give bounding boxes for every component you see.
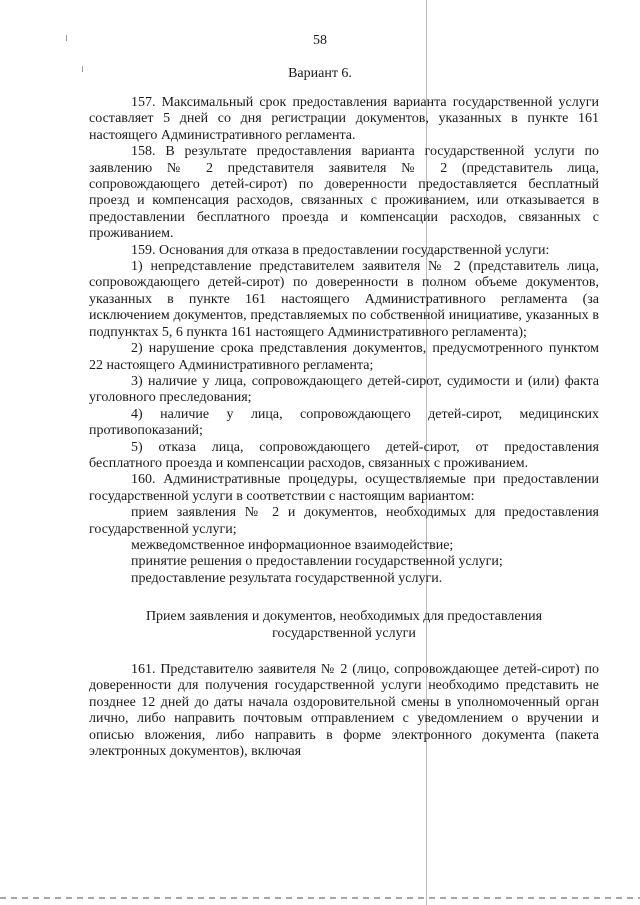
paragraph-159: 159. Основания для отказа в предоставлении государственной услуги: [131,242,550,258]
paragraph-161: 161. Представителю заявителя № 2 (лицо, сопровождающее детей-сирот) по доверенности для получения государственной услуги необходимо представить не позднее 12 дней до даты начала оздоровительной смены в уполномоченный орган лично, либо направить почтовым отправлением с уведомлением о вручении и описью вложения, либо направить в форме электронного документа (пакета электронных документов), включая [89,662,599,760]
section-heading: Прием заявления и документов, необходимых для предоставления государственной услуги [145,609,543,641]
paragraph-158: 158. В результате предоставления варианта государственной услуги по заявлению № 2 представителя заявителя № 2 (представитель лица, сопровождающего детей-сирот) по доверенности предоставляется бесплатный проезд и компенсация расходов, связанных с проживанием, или отказывается в предоставлении бесплатного проезда и компенсации расходов, связанных с проживанием. [89,144,599,242]
page-number: 58 [313,33,327,48]
paragraph-160: 160. Административные процедуры, осуществляемые при предоставлении государственной услуги в соответствии с настоящим вариантом: [89,472,599,504]
procedure-item-3: принятие решения о предоставлении государственной услуги; [131,554,503,570]
list-item-2: 2) нарушение срока представления документов, предусмотренного пунктом 22 настоящего Административного регламента; [89,341,599,373]
list-item-3: 3) наличие у лица, сопровождающего детей-сирот, судимости и (или) факта уголовного преследования; [89,373,599,406]
list-item-1: 1) непредставление представителем заявителя № 2 (представитель лица, сопровождающего детей-сирот) по доверенности в полном объеме документов, указанных в пункте 161 настоящего Административного регламента (за исключением документов, представляемых по собственной инициативе, указанных в подпунктах 5, 6 пункта 161 настоящего Административного регламента); [89,259,599,340]
procedure-item-2: межведомственное информационное взаимодействие; [131,537,454,553]
list-item-4: 4) наличие у лица, сопровождающего детей-сирот, медицинских противопоказаний; [89,406,599,439]
document-body [89,95,599,760]
procedure-item-4: предоставление результата государственной услуги. [131,570,443,586]
procedure-item-1: прием заявления № 2 и документов, необходимых для предоставления государственной услуги; [89,505,599,537]
paragraph-157: 157. Максимальный срок предоставления варианта государственной услуги составляет 5 дней со дня регистрации документов, указанных в пункте 161 настоящего Административного регламента. [89,95,599,143]
variant-title: Вариант 6. [288,66,352,81]
scan-bottom-edge [0,897,640,899]
list-item-5: 5) отказа лица, сопровождающего детей-сирот, от предоставления бесплатного проезда и компенсации расходов, связанных с проживанием. [89,439,599,471]
